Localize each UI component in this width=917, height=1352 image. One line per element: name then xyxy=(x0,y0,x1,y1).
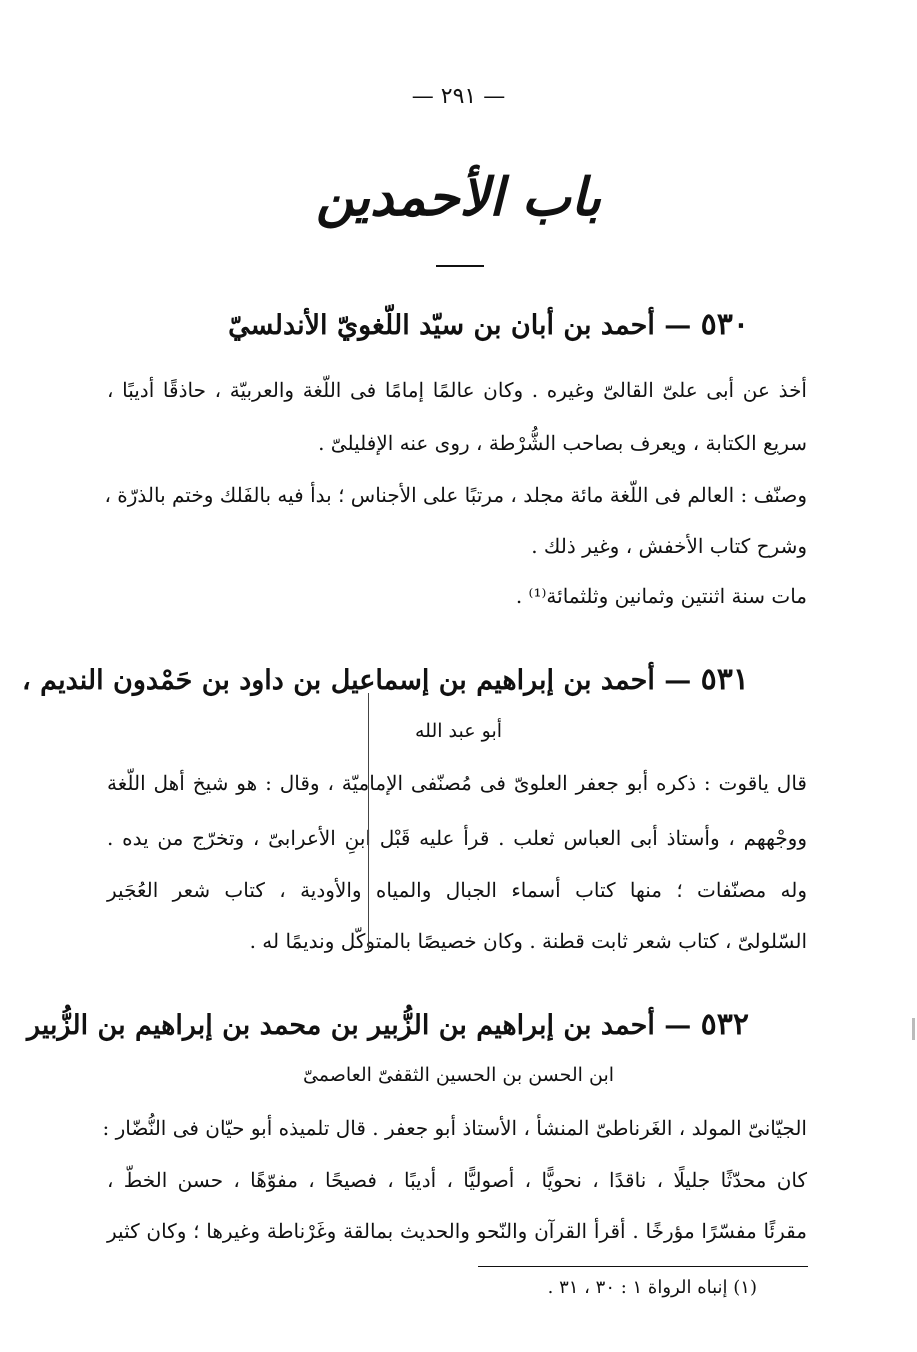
footnote-divider xyxy=(478,1266,808,1267)
body-line: الجيّانىّ المولد ، الغَرناطىّ المنشأ ، الأستاذ أبو جعفر . قال تلميذه أبو حيّان فى النُّضّار : xyxy=(102,1116,807,1140)
entry-title: — أحمد بن إبراهيم بن الزُّبير بن محمد بن إبراهيم بن الزُّبير xyxy=(26,1010,692,1041)
entry-heading-530 xyxy=(149,305,749,346)
body-line: وله مصنّفات ؛ منها كتاب أسماء الجبال والمياه والأودية ، كتاب شعر العُجَير xyxy=(107,878,807,902)
body-line: مات سنة اثنتين وثمانين وثلثمائة⁽¹⁾ . xyxy=(515,584,807,608)
entry-title: — أحمد بن أبان بن سيّد اللّغويّ الأندلسيّ xyxy=(228,310,692,341)
body-line: أخذ عن أبى علىّ القالىّ وغيره . وكان عالمًا إمامًا فى اللّغة والعربيّة ، حاذقًا أديبًا ، xyxy=(107,378,807,402)
scan-line-artifact xyxy=(368,693,369,950)
entry-number: ٥٣٠ xyxy=(700,307,749,342)
entry-number: ٥٣٢ xyxy=(700,1007,749,1042)
body-line: وشرح كتاب الأخفش ، وغير ذلك . xyxy=(531,534,807,558)
chapter-title: باب الأحمدين xyxy=(315,167,602,228)
entry-subheading: ابن الحسن بن الحسين الثقفىّ العاصمىّ xyxy=(302,1064,615,1086)
body-line: وصنّف : العالم فى اللّغة مائة مجلد ، مرتبًا على الأجناس ؛ بدأ فيه بالفَلك وختم بالذرّة ، xyxy=(104,483,807,507)
entry-heading-532 xyxy=(26,1005,749,1046)
entry-number: ٥٣١ xyxy=(700,662,749,697)
body-line: كان محدّثًا جليلًا ، ناقدًا ، نحويًّا ، أصوليًّا ، أديبًا ، فصيحًا ، مفوّهًا ، حسن الخطّ ، xyxy=(107,1168,807,1192)
body-line: ووجْههم ، وأستاذ أبى العباس ثعلب . قرأ عليه قَبْل ابنِ الأعرابىّ ، وتخرّج من يده . xyxy=(107,826,807,850)
entry-title: — أحمد بن إبراهيم بن إسماعيل بن داود بن حَمْدون النديم ، xyxy=(21,665,692,696)
scan-edge-mark xyxy=(912,1018,915,1040)
entry-heading-531 xyxy=(21,660,749,701)
body-line: قال ياقوت : ذكره أبو جعفر العلوىّ فى مُصنّفى الإماميّة ، وقال : هو شيخ أهل اللّغة xyxy=(107,771,807,795)
body-line: السّلولىّ ، كتاب شعر ثابت قطنة . وكان خصيصًا بالمتوكّل ونديمًا له . xyxy=(249,929,807,953)
footnote: (١) إنباه الرواة ١ : ٣٠ ، ٣١ . xyxy=(547,1277,757,1298)
title-divider xyxy=(436,265,484,267)
body-line: مقرئًا مفسّرًا مؤرخًا . أقرأ القرآن والنّحو والحديث بمالقة وغَرْناطة وغيرها ؛ وكان كثير xyxy=(107,1219,807,1243)
body-line: سريع الكتابة ، ويعرف بصاحب الشُّرْطة ، روى عنه الإفليلىّ . xyxy=(318,431,807,455)
page-number: — ٢٩١ — xyxy=(411,84,506,109)
entry-subheading: أبو عبد الله xyxy=(414,720,503,742)
